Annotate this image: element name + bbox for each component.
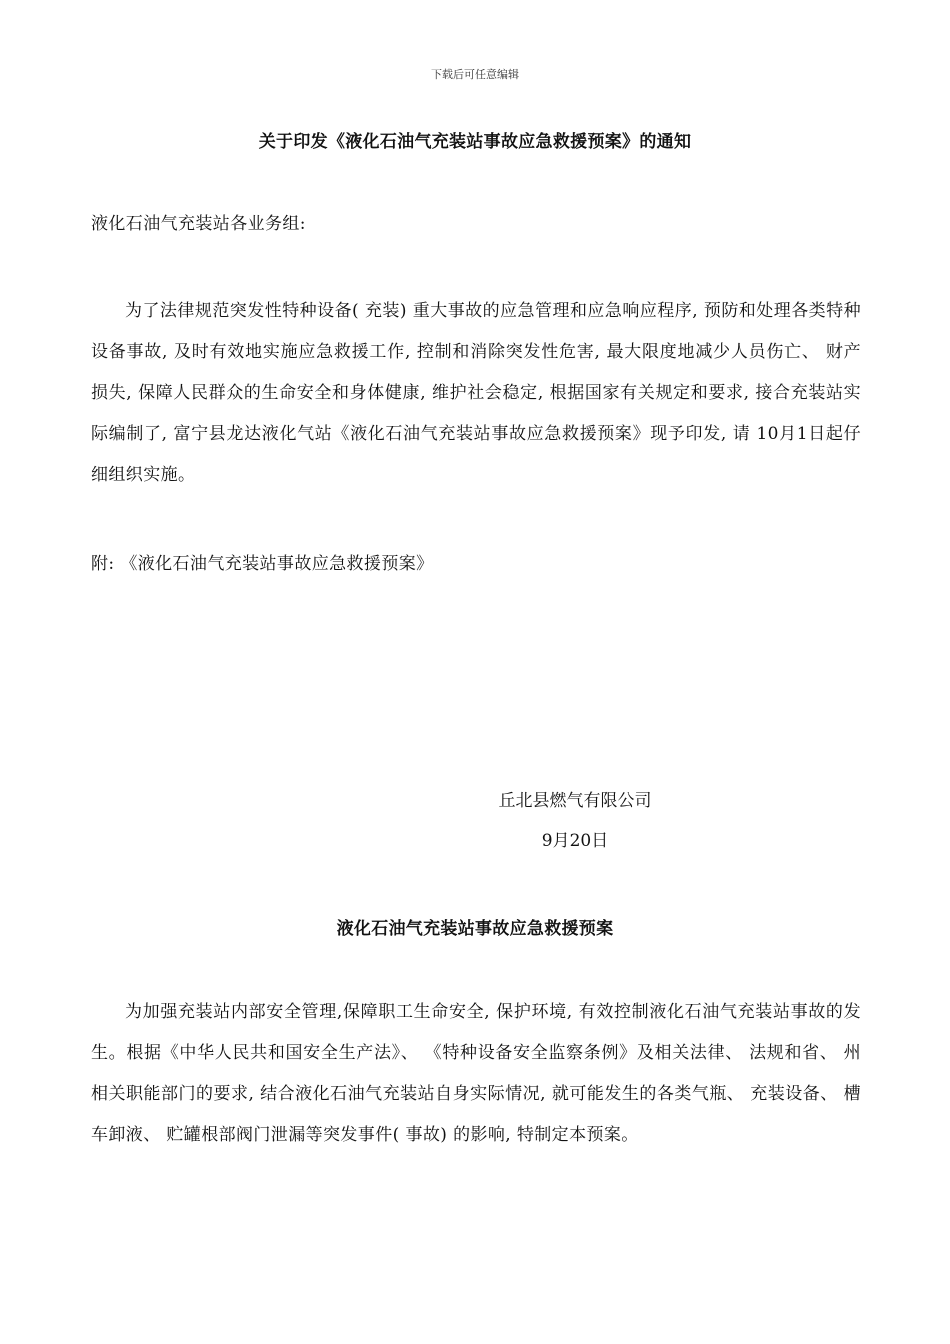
notice-salutation: 液化石油气充装站各业务组: xyxy=(91,214,306,234)
notice-attachment: 附: 《液化石油气充装站事故应急救援预案》 xyxy=(91,554,434,574)
signature-date: 9月20日 xyxy=(541,831,609,851)
header-note: 下载后可任意编辑 xyxy=(431,68,519,81)
plan-title: 液化石油气充装站事故应急救援预案 xyxy=(336,919,614,939)
notice-body-paragraph: 为了法律规范突发性特种设备( 充装) 重大事故的应急管理和应急响应程序, 预防和处理各类特种设备事故, 及时有效地实施应急救援工作, 控制和消除突发性危害, 最大限度地减少人员伤亡、 财产损失, 保障人民群众的生命安全和身体健康, 维护社会稳定, 根据国家有关规定和要求, 接合充装站实际编制了, 富宁县龙达液化气站《液化石油气充装站事故应急救援预案》现予印发, 请 10月1日起仔细组织实施。 xyxy=(91,301,861,485)
plan-body-paragraph: 为加强充装站内部安全管理,保障职工生命安全, 保护环境, 有效控制液化石油气充装站事故的发生。根据《中华人民共和国安全生产法》、 《特种设备安全监察条例》及相关法律、 法规和省、 州相关职能部门的要求, 结合液化石油气充装站自身实际情况, 就可能发生的各类气瓶、 充装设备、 槽车卸液、 贮罐根部阀门泄漏等突发事件( 事故) 的影响, 特制定本预案。 xyxy=(91,1002,861,1145)
signature-company: 丘北县燃气有限公司 xyxy=(498,791,652,811)
notice-title: 关于印发《液化石油气充装站事故应急救援预案》的通知 xyxy=(258,132,692,152)
